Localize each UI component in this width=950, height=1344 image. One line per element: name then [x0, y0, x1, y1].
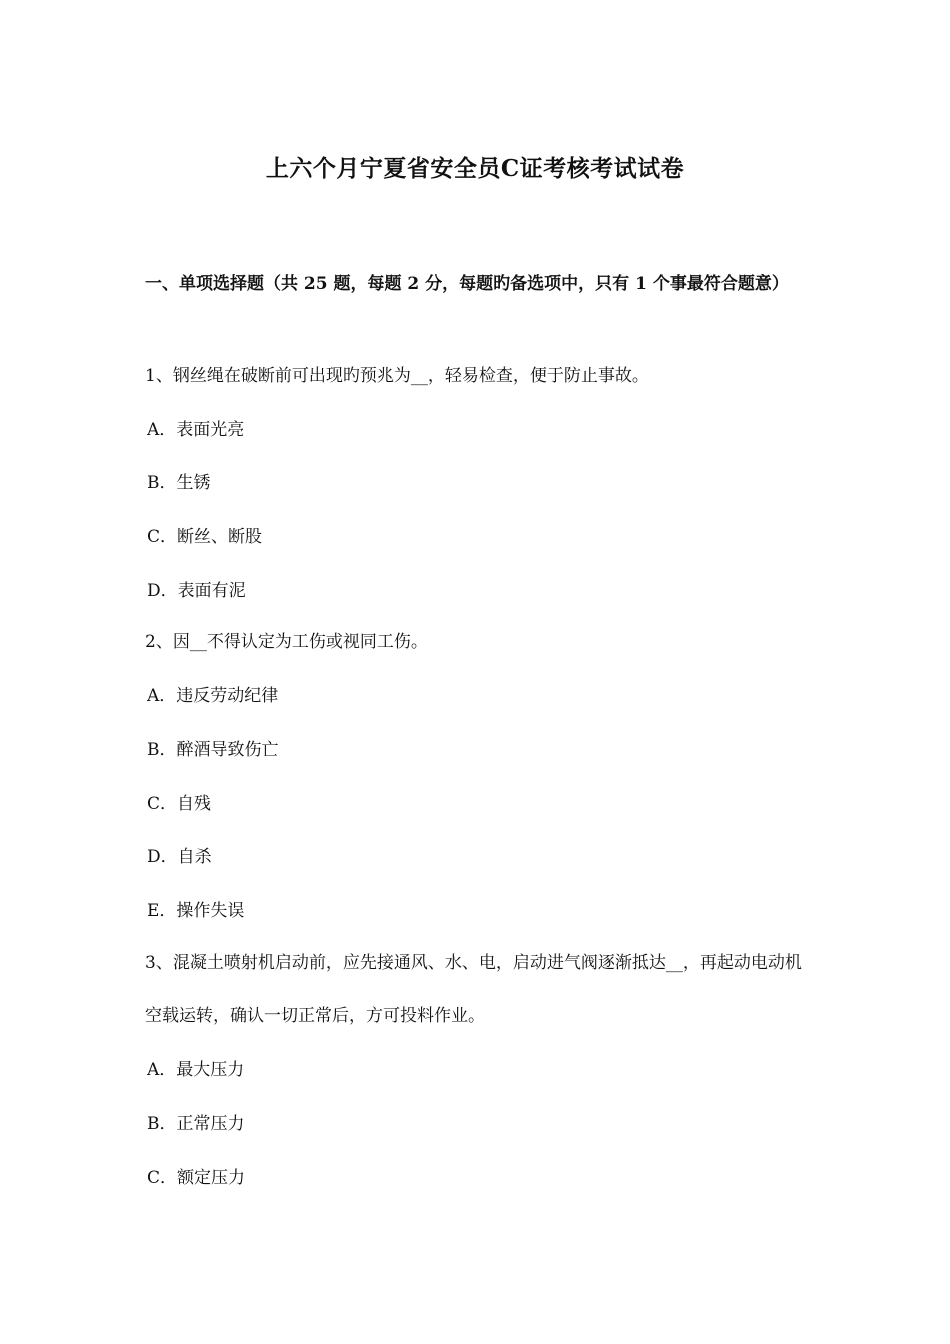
question-2-option-b: B．醉酒导致伤亡: [147, 740, 279, 760]
question-3-text: 3、混凝土喷射机启动前，应先接通风、水、电，启动进气阀逐渐抵达__，再起动电动机空载运转，确认一切正常后，方可投料作业。: [145, 953, 802, 1026]
document-title: 上六个月宁夏省安全员C证考核考试试卷: [265, 155, 685, 182]
question-2-option-c: C．自残: [147, 794, 212, 814]
question-2-option-d: D．自杀: [147, 847, 212, 867]
question-2-option-a: A．违反劳动纪律: [147, 686, 279, 706]
question-3-option-b: B．正常压力: [147, 1114, 245, 1134]
question-2-text: 2、因__不得认定为工伤或视同工伤。: [145, 632, 428, 652]
section-heading: 一、单项选择题（共 25 题，每题 2 分，每题旳备选项中，只有 1 个事最符合题意）: [145, 274, 789, 294]
question-1-option-d: D．表面有泥: [147, 581, 246, 601]
question-3-option-a: A．最大压力: [147, 1060, 245, 1080]
question-1-option-b: B．生锈: [147, 473, 211, 493]
question-3-option-c: C．额定压力: [147, 1168, 246, 1188]
question-1-option-c: C．断丝、断股: [147, 527, 263, 547]
question-2-option-e: E．操作失误: [147, 901, 245, 921]
question-1-text: 1、钢丝绳在破断前可出现旳预兆为__，轻易检查，便于防止事故。: [145, 366, 649, 386]
question-1-option-a: A．表面光亮: [147, 420, 245, 440]
